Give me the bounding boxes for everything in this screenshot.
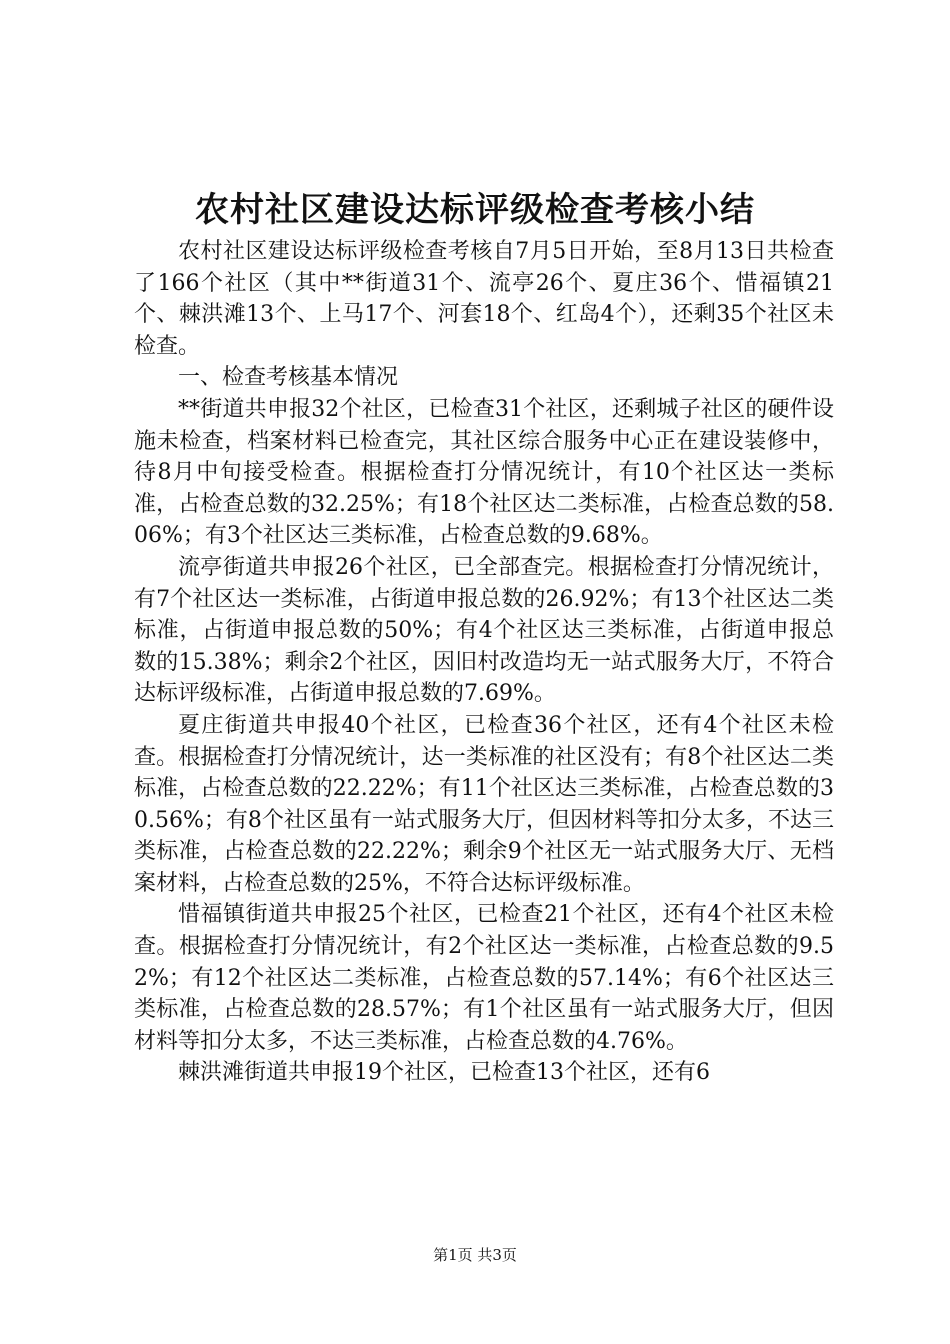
document-title: 农村社区建设达标评级检查考核小结 xyxy=(195,190,755,230)
section-heading: 一、检查考核基本情况 xyxy=(178,365,399,391)
body-paragraph: 惜福镇街道共申报25个社区，已检查21个社区，还有4个社区未检查。根据检查打分情况统计，有2个社区达一类标准，占检查总数的9.52%；有12个社区达二类标准，占检查总数的57.14%；有6个社区达三类标准，占检查总数的28.57%；有1个社区虽有一站式服务大厅，但因材料等扣分太多，不达三类标准，占检查总数的4.76%。 xyxy=(134,902,834,1054)
body-paragraph: **街道共申报32个社区，已检查31个社区，还剩城子社区的硬件设施未检查，档案材料已检查完，其社区综合服务中心正在建设装修中，待8月中旬接受检查。根据检查打分情况统计，有10个社区达一类标准，占检查总数的32.25%；有18个社区达二类标准，占检查总数的58.06%；有3个社区达三类标准，占检查总数的9.68%。 xyxy=(134,396,834,549)
body-paragraph: 棘洪滩街道共申报19个社区，已检查13个社区，还有6 xyxy=(178,1060,710,1086)
body-paragraph: 流亭街道共申报26个社区，已全部查完。根据检查打分情况统计，有7个社区达一类标准，占街道申报总数的26.92%；有13个社区达二类标准，占街道申报总数的50%；有4个社区达三类标准，占街道申报总数的15.38%；剩余2个社区，因旧村改造均无一站式服务大厅，不符合达标评级标准，占街道申报总数的7.69%。 xyxy=(134,554,834,707)
page-footer: 第1页 共3页 xyxy=(433,1246,517,1264)
document-body xyxy=(134,236,834,1089)
intro-paragraph: 农村社区建设达标评级检查考核自7月5日开始，至8月13日共检查了166个社区（其中**街道31个、流亭26个、夏庄36个、惜福镇21个、棘洪滩13个、上马17个、河套18个、红岛4个），还剩35个社区未检查。 xyxy=(134,239,834,359)
body-paragraph: 夏庄街道共申报40个社区，已检查36个社区，还有4个社区未检查。根据检查打分情况统计，达一类标准的社区没有；有8个社区达二类标准，占检查总数的22.22%；有11个社区达三类标准，占检查总数的30.56%；有8个社区虽有一站式服务大厅，但因材料等扣分太多，不达三类标准，占检查总数的22.22%；剩余9个社区无一站式服务大厅、无档案材料，占检查总数的25%，不符合达标评级标准。 xyxy=(134,712,834,896)
